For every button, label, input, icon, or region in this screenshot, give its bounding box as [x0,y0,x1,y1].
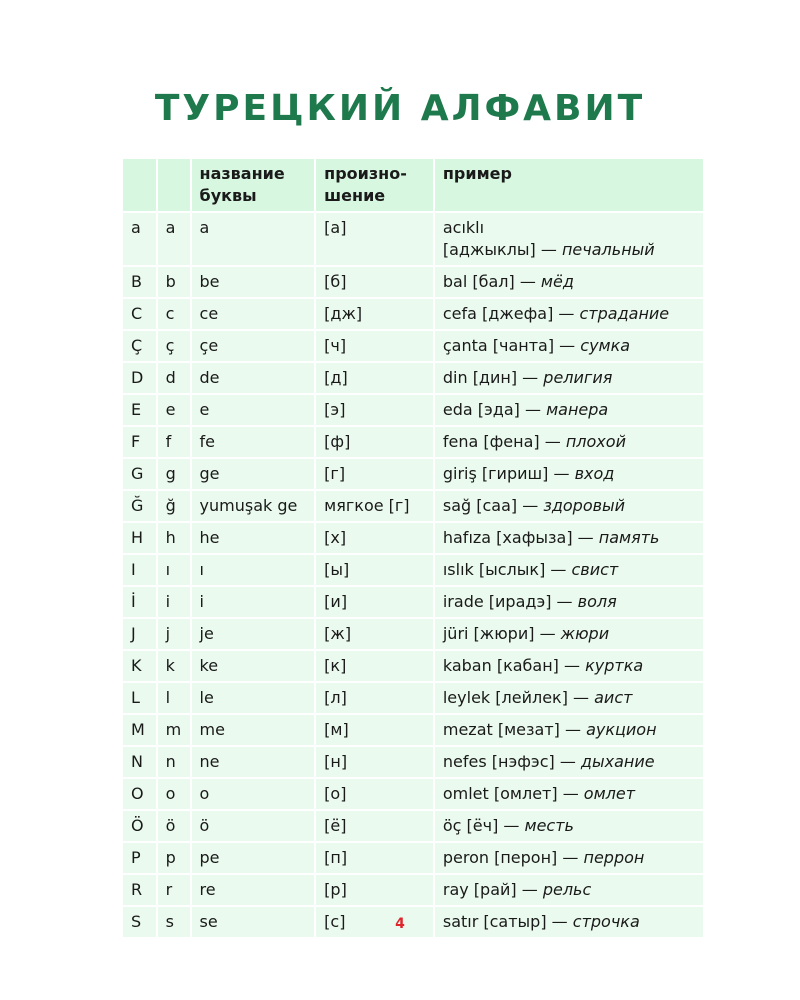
letter-lowercase: c [158,299,190,331]
pronunciation: [ч] [316,331,433,363]
letter-name: e [192,395,315,427]
pronunciation: [г] [316,459,433,491]
example-translation: омлет [583,784,636,803]
pronunciation: [ё] [316,811,433,843]
letter-name: çe [192,331,315,363]
letter-uppercase: J [123,619,156,651]
pronunciation: [с] [316,907,433,939]
example-word: cefa [джефа] — [442,304,575,323]
letter-lowercase: s [158,907,190,939]
header-lowercase [158,159,190,213]
letter-uppercase: Ö [123,811,156,843]
letter-name: de [192,363,315,395]
example-word: hafıza [хафыза] — [442,528,594,547]
letter-name: yumuşak ge [192,491,315,523]
example-word: [аджыклы] — [442,240,557,259]
example-translation: свист [571,560,619,579]
letter-lowercase: g [158,459,190,491]
example [435,747,703,779]
letter-uppercase: M [123,715,156,747]
pronunciation: [ы] [316,555,433,587]
letter-lowercase: d [158,363,190,395]
example-translation: здоровый [543,496,626,515]
example-word: satır [сатыр] — [442,912,568,931]
header-label: шение [324,186,386,205]
example-translation: манера [546,400,609,419]
pronunciation: [к] [316,651,433,683]
example-word: giriş [гириш] — [442,464,570,483]
letter-uppercase: K [123,651,156,683]
example [435,395,703,427]
table-row [123,715,703,747]
header-pronunciation [316,159,433,213]
example [435,619,703,651]
table-row [123,427,703,459]
letter-lowercase: e [158,395,190,427]
pronunciation: [л] [316,683,433,715]
table-header-row [123,159,703,213]
letter-lowercase: f [158,427,190,459]
pronunciation: [н] [316,747,433,779]
letter-lowercase: a [158,213,190,267]
letter-uppercase: D [123,363,156,395]
letter-lowercase: ö [158,811,190,843]
example-translation: религия [543,368,613,387]
example-word: leylek [лейлек] — [442,688,590,707]
table-row [123,587,703,619]
pronunciation: [б] [316,267,433,299]
table-row [123,331,703,363]
table-row [123,555,703,587]
example-word: ray [рай] — [442,880,538,899]
letter-name: be [192,267,315,299]
letter-uppercase: G [123,459,156,491]
example-word: mezat [мезат] — [442,720,581,739]
letter-lowercase: o [158,779,190,811]
table-row [123,747,703,779]
example-translation: страдание [579,304,670,323]
table-row [123,875,703,907]
letter-uppercase: L [123,683,156,715]
letter-name: ö [192,811,315,843]
example-word: çanta [чанта] — [442,336,576,355]
example-translation: перрон [583,848,645,867]
table-row [123,651,703,683]
letter-uppercase: C [123,299,156,331]
example [435,555,703,587]
table-row [123,683,703,715]
example-translation: воля [577,592,617,611]
letter-lowercase: ç [158,331,190,363]
pronunciation: [п] [316,843,433,875]
letter-uppercase: S [123,907,156,939]
example-translation: месть [524,816,574,835]
example [435,779,703,811]
example [435,491,703,523]
example [435,427,703,459]
example-word: nefes [нэфэс] — [442,752,576,771]
letter-lowercase: ğ [158,491,190,523]
pronunciation: [а] [316,213,433,267]
letter-lowercase: i [158,587,190,619]
example-translation: память [598,528,660,547]
letter-uppercase: P [123,843,156,875]
example-word: acıklı [442,218,485,237]
example [435,715,703,747]
example-word: omlet [омлет] — [442,784,579,803]
letter-uppercase: R [123,875,156,907]
letter-uppercase: F [123,427,156,459]
alphabet-table [121,159,705,939]
letter-name: a [192,213,315,267]
letter-lowercase: l [158,683,190,715]
pronunciation: [о] [316,779,433,811]
letter-name: fe [192,427,315,459]
letter-uppercase: O [123,779,156,811]
page-title: ТУРЕЦКИЙ АЛФАВИТ [154,88,646,129]
header-label: буквы [199,186,257,205]
pronunciation: [х] [316,523,433,555]
table-row [123,811,703,843]
header-label: пример [442,164,512,183]
example [435,875,703,907]
letter-uppercase: B [123,267,156,299]
letter-lowercase: n [158,747,190,779]
pronunciation: [и] [316,587,433,619]
letter-lowercase: ı [158,555,190,587]
example-translation: аист [594,688,633,707]
example-word: ıslık [ыслык] — [442,560,567,579]
letter-lowercase: k [158,651,190,683]
example-translation: жюри [560,624,610,643]
example-translation: дыхание [580,752,655,771]
letter-lowercase: m [158,715,190,747]
example [435,459,703,491]
example-word: din [дин] — [442,368,539,387]
letter-name: ce [192,299,315,331]
table-row [123,459,703,491]
example-word: bal [бал] — [442,272,536,291]
letter-name: he [192,523,315,555]
letter-lowercase: j [158,619,190,651]
pronunciation: [м] [316,715,433,747]
pronunciation: [дж] [316,299,433,331]
example-translation: куртка [585,656,644,675]
letter-lowercase: b [158,267,190,299]
letter-name: ne [192,747,315,779]
example-word: peron [перон] — [442,848,579,867]
header-label: произно- [324,164,407,183]
example-translation: мёд [540,272,574,291]
table-row [123,523,703,555]
letter-uppercase: Ğ [123,491,156,523]
example-word: eda [эда] — [442,400,541,419]
letter-uppercase: İ [123,587,156,619]
example [435,683,703,715]
example-translation: аукцион [586,720,657,739]
pronunciation: [ф] [316,427,433,459]
example-word: öç [ёч] — [442,816,520,835]
example [435,213,703,267]
example-translation: сумка [580,336,631,355]
pronunciation: [р] [316,875,433,907]
example [435,299,703,331]
pronunciation: [д] [316,363,433,395]
example-translation: печальный [561,240,655,259]
letter-name: i [192,587,315,619]
letter-uppercase: Ç [123,331,156,363]
table-row [123,395,703,427]
letter-name: pe [192,843,315,875]
letter-name: se [192,907,315,939]
letter-name: ke [192,651,315,683]
header-label: название [199,164,285,183]
letter-uppercase: a [123,213,156,267]
table-row [123,267,703,299]
header-letter-name [192,159,315,213]
example-translation: рельс [542,880,592,899]
example-word: sağ [саа] — [442,496,539,515]
pronunciation: мягкое [г] [316,491,433,523]
table-row [123,363,703,395]
letter-uppercase: H [123,523,156,555]
example-word: kaban [кабан] — [442,656,581,675]
example [435,843,703,875]
example [435,587,703,619]
table-body [123,213,703,939]
example-word: jüri [жюри] — [442,624,556,643]
letter-name: ge [192,459,315,491]
example [435,363,703,395]
table-row [123,843,703,875]
letter-lowercase: h [158,523,190,555]
example [435,331,703,363]
example [435,811,703,843]
letter-name: me [192,715,315,747]
pronunciation: [э] [316,395,433,427]
table-row [123,779,703,811]
header-example [435,159,703,213]
page-number: 4 [395,916,405,932]
letter-uppercase: E [123,395,156,427]
letter-uppercase: N [123,747,156,779]
letter-lowercase: p [158,843,190,875]
letter-lowercase: r [158,875,190,907]
example-word: irade [ирадэ] — [442,592,573,611]
pronunciation: [ж] [316,619,433,651]
example-translation: плохой [565,432,626,451]
table-row [123,619,703,651]
letter-name: ı [192,555,315,587]
table-row [123,491,703,523]
table-row [123,299,703,331]
example [435,651,703,683]
example-translation: вход [574,464,615,483]
header-uppercase [123,159,156,213]
letter-name: le [192,683,315,715]
table-row [123,213,703,267]
example-translation: строчка [572,912,640,931]
example-word: fena [фена] — [442,432,561,451]
letter-name: o [192,779,315,811]
example [435,267,703,299]
letter-name: re [192,875,315,907]
letter-uppercase: I [123,555,156,587]
letter-name: je [192,619,315,651]
example [435,523,703,555]
